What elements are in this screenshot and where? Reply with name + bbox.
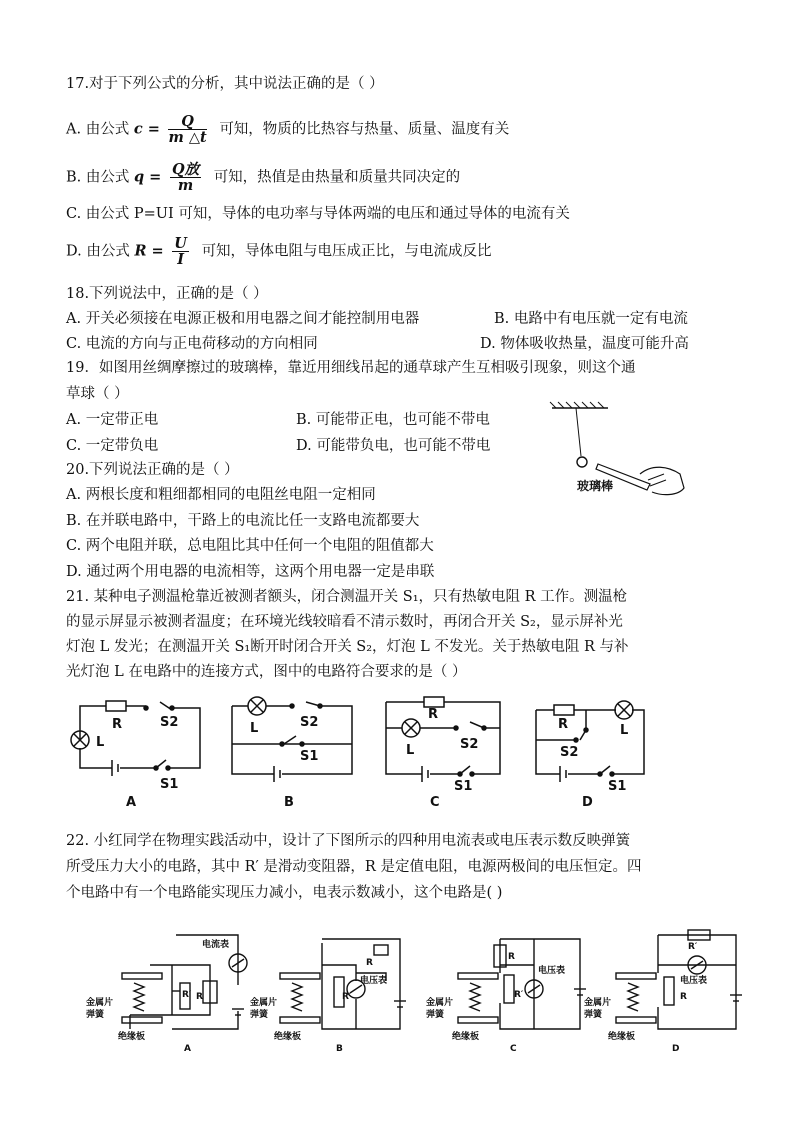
q21-stem-line1: 21. 某种电子测温枪靠近被测者额头，闭合测温开关 S₁，只有热敏电阻 R 工作。测温枪 xyxy=(66,589,628,605)
label-l: L xyxy=(406,743,415,758)
q21-stem-line2: 的显示屏显示被测者温度；在环境光线较暗看不清示数时，再闭合开关 S₂，显示屏补光 xyxy=(66,614,623,630)
q22-stem-line3: 个电路中有一个电路能实现压力减小，电表示数减小，这个电路是( ) xyxy=(66,885,503,901)
metal-plate-icon xyxy=(280,973,320,979)
label-ammeter: 电流表 xyxy=(202,940,230,950)
q20-option-c: C. 两个电阻并联，总电阻比其中任何一个电阻的阻值都大 xyxy=(66,538,434,554)
q20-stem: 20.下列说法正确的是（ ） xyxy=(66,462,239,478)
pressure-circuit-d xyxy=(616,930,742,1029)
q21-stem-line4: 光灯泡 L 在电路中的连接方式，图中的电路符合要求的是（ ） xyxy=(66,664,467,680)
label-s1: S1 xyxy=(160,777,179,792)
circuit-label-b: B xyxy=(284,795,294,810)
q22-stem-line1: 22. 小红同学在物理实践活动中，设计了下图所示的四种用电流表或电压表示数反映弹簧 xyxy=(66,833,631,849)
circuit-d xyxy=(536,701,644,782)
q20-option-a: A. 两根长度和粗细都相同的电阻丝电阻一定相同 xyxy=(66,487,376,503)
q20-option-d: D. 通过两个用电器的电流相等，这两个用电器一定是串联 xyxy=(66,564,435,580)
pressure-circuit-c xyxy=(458,939,586,1029)
q19-figure-label: 玻璃棒 xyxy=(577,479,614,493)
circuit-label-d: D xyxy=(582,795,593,810)
spring-icon xyxy=(628,983,638,1011)
label-r: R xyxy=(366,958,373,968)
q17-option-b: B. 由公式 q = $\frac{\text{Q放}}{m}$ 可知，热值是由热量和质量共同决定的 xyxy=(66,161,461,194)
formula-ohms-law: $\frac{U}{I}$ xyxy=(174,235,187,268)
insulating-board-icon xyxy=(122,1017,162,1023)
metal-plate-icon xyxy=(122,973,162,979)
formula-specific-heat: $\frac{Q}{m \triangle t}$ xyxy=(168,113,207,146)
q19-pith-ball-figure xyxy=(540,400,690,500)
label-s2: S2 xyxy=(300,715,319,730)
q19-stem-line1: 19．如图用丝绸摩擦过的玻璃棒，靠近用细线吊起的通草球产生互相吸引现象，则这个通 xyxy=(66,360,636,376)
circuit-c xyxy=(386,697,500,782)
resistor-icon xyxy=(424,697,444,707)
label-l: L xyxy=(96,735,105,750)
metal-plate-icon xyxy=(616,973,656,979)
label-r: R xyxy=(112,717,123,732)
q17-option-a: A. 由公式 c = $\frac{Q}{m \triangle t}$ 可知，物质的比热容与热量、质量、温度有关 xyxy=(66,113,510,146)
label-rp: R′ xyxy=(182,990,192,1000)
q21-stem-line3: 灯泡 L 发光；在测温开关 S₁断开时闭合开关 S₂，灯泡 L 不发光。关于热敏电阻 R 与补 xyxy=(66,639,629,655)
label-board: 绝缘板 xyxy=(118,1032,146,1042)
rheostat-icon xyxy=(504,975,514,1003)
label-l: L xyxy=(620,723,629,738)
label-metal: 金属片 xyxy=(86,998,114,1008)
circuit-b xyxy=(232,697,352,782)
label-rp: R′ xyxy=(342,992,352,1002)
label-voltmeter: 电压表 xyxy=(360,976,388,986)
pressure-label-a: A xyxy=(184,1044,191,1054)
q19-option-a: A. 一定带正电 xyxy=(66,412,159,428)
label-spring: 弹簧 xyxy=(426,1010,445,1020)
q17-stem: 17.对于下列公式的分析，其中说法正确的是（ ） xyxy=(66,76,384,92)
q18-option-a: A. 开关必须接在电源正极和用电器之间才能控制用电器 xyxy=(66,311,420,327)
label-voltmeter: 电压表 xyxy=(680,976,708,986)
insulating-board-icon xyxy=(458,1017,498,1023)
label-board: 绝缘板 xyxy=(452,1032,480,1042)
label-r: R xyxy=(558,717,569,732)
q18-option-b: B. 电路中有电压就一定有电流 xyxy=(494,311,688,327)
q18-stem: 18.下列说法中，正确的是（ ） xyxy=(66,286,268,302)
label-board: 绝缘板 xyxy=(608,1032,636,1042)
label-s2: S2 xyxy=(160,715,179,730)
pressure-label-c: C xyxy=(510,1044,517,1054)
pressure-label-d: D xyxy=(672,1044,680,1054)
q22-circuit-figures xyxy=(60,925,760,1055)
q18-option-d: D. 物体吸收热量，温度可能升高 xyxy=(480,336,689,352)
label-rp: R′ xyxy=(514,990,524,1000)
q19-option-d: D. 可能带负电，也可能不带电 xyxy=(296,438,491,454)
q17-option-d: D. 由公式 R = $\frac{U}{I}$ 可知，导体电阻与电压成正比，与电流成反比 xyxy=(66,235,492,268)
label-board: 绝缘板 xyxy=(274,1032,302,1042)
label-spring: 弹簧 xyxy=(86,1010,105,1020)
label-r: R xyxy=(196,992,203,1002)
pressure-circuit-b xyxy=(280,939,406,1029)
q19-stem-line2: 草球（ ） xyxy=(66,386,129,402)
label-spring: 弹簧 xyxy=(584,1010,603,1020)
circuit-a xyxy=(71,701,200,776)
label-s2: S2 xyxy=(560,745,579,760)
pressure-label-b: B xyxy=(336,1044,343,1054)
resistor-icon xyxy=(374,945,388,955)
spring-icon xyxy=(292,983,302,1011)
label-spring: 弹簧 xyxy=(250,1010,269,1020)
label-r: R xyxy=(680,992,687,1002)
label-s1: S1 xyxy=(300,749,319,764)
q22-stem-line2: 所受压力大小的电路，其中 R′ 是滑动变阻器，R 是定值电阻，电源两极间的电压恒定。四 xyxy=(66,859,642,875)
formula-heat-value: $\frac{\text{Q放}}{m}$ xyxy=(171,161,200,194)
spring-icon xyxy=(134,983,144,1011)
resistor-icon xyxy=(554,705,574,715)
hand-icon xyxy=(640,467,684,494)
label-metal: 金属片 xyxy=(250,998,278,1008)
label-metal: 金属片 xyxy=(426,998,454,1008)
label-s1: S1 xyxy=(608,779,627,794)
label-r: R xyxy=(428,707,439,722)
insulating-board-icon xyxy=(280,1017,320,1023)
insulating-board-icon xyxy=(616,1017,656,1023)
label-l: L xyxy=(250,721,259,736)
pith-ball-icon xyxy=(577,457,587,467)
q20-option-b: B. 在并联电路中，干路上的电流比任一支路电流都要大 xyxy=(66,513,420,529)
label-s1: S1 xyxy=(454,779,473,794)
metal-plate-icon xyxy=(458,973,498,979)
circuit-label-a: A xyxy=(126,795,137,810)
label-voltmeter: 电压表 xyxy=(538,966,566,976)
label-metal: 金属片 xyxy=(584,998,612,1008)
q19-option-c: C. 一定带负电 xyxy=(66,438,159,454)
label-rp: R′ xyxy=(688,942,698,952)
q18-option-c: C. 电流的方向与正电荷移动的方向相同 xyxy=(66,336,318,352)
label-r: R xyxy=(508,952,515,962)
label-s2: S2 xyxy=(460,737,479,752)
q17-option-c: C. 由公式 P=UI 可知，导体的电功率与导体两端的电压和通过导体的电流有关 xyxy=(66,206,570,222)
circuit-label-c: C xyxy=(430,795,440,810)
spring-icon xyxy=(470,983,480,1011)
rheostat-icon xyxy=(664,977,674,1005)
q19-option-b: B. 可能带正电，也可能不带电 xyxy=(296,412,490,428)
q21-circuit-figures xyxy=(60,688,740,818)
resistor-icon xyxy=(106,701,126,711)
